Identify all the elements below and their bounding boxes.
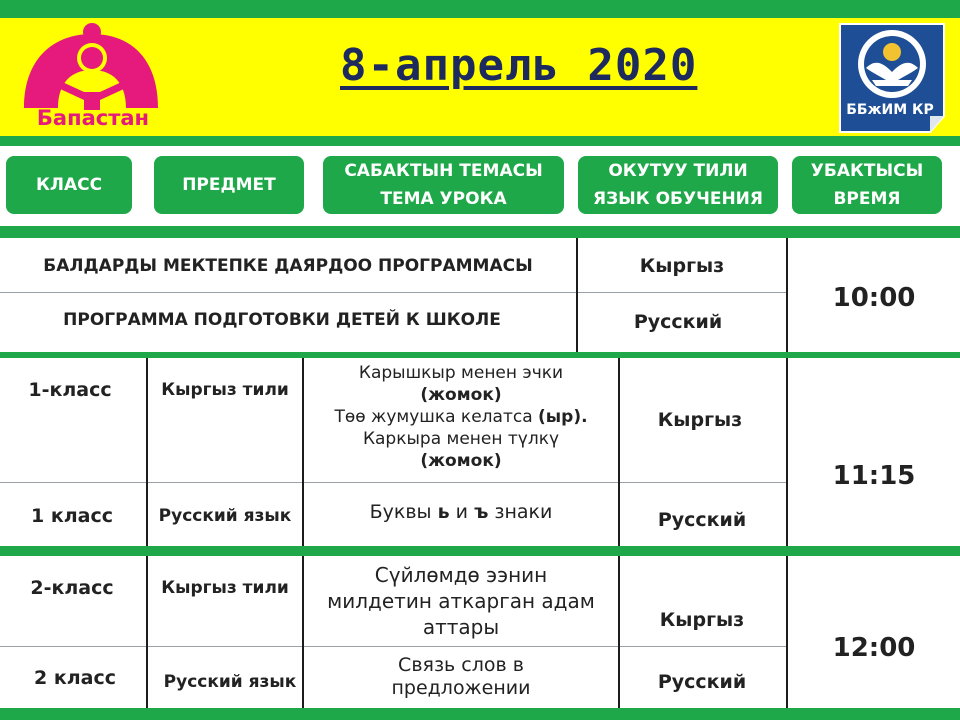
- grade1-ru-topic-part1: Буквы: [369, 501, 438, 523]
- grade1-ru-subject: Русский язык: [158, 506, 292, 526]
- grade2-ru-topic-line2: предложении: [391, 677, 531, 699]
- grade1-ru-topic-part3: знаки: [488, 501, 553, 523]
- grade1-ky-topic-line4: Каркыра менен түлкү: [362, 429, 560, 449]
- row-divider: [0, 646, 788, 647]
- row-divider: [0, 292, 788, 293]
- grade2-ru-topic-line1: Связь слов в: [398, 654, 524, 676]
- emblem-text: ББжИМ КР: [846, 102, 934, 118]
- grade1-ky-subject: Кыргыз тили: [161, 380, 289, 400]
- grade1-ru-topic-hard-sign: ъ: [474, 501, 489, 523]
- grade1-ky-topic-line3-genre: (ыр).: [538, 407, 588, 427]
- grade2-ky-class: 2-класс: [30, 577, 114, 599]
- column-header-language-ru: ЯЗЫК ОБУЧЕНИЯ: [592, 189, 763, 209]
- logo-text: Бапастан: [36, 106, 150, 130]
- column-header-language-ky: ОКУТУУ ТИЛИ: [608, 161, 748, 181]
- grade2-ky-topic-line2: милдетин аткарган адам: [327, 589, 595, 613]
- grade2-ky-topic-line3: аттары: [422, 615, 500, 639]
- grade2-ru-topic: [304, 654, 618, 706]
- preschool-lang-ky: Кыргыз: [639, 255, 725, 277]
- preschool-time: 10:00: [832, 283, 916, 313]
- grade1-ky-lang: Кыргыз: [657, 409, 743, 431]
- grade1-ky-topic-line5: (жомок): [420, 451, 502, 471]
- grade1-ky-topic-line1: Карышкыр менен эчки: [358, 363, 564, 383]
- grade1-ru-topic-soft-sign: ь: [437, 501, 450, 523]
- preschool-program-ky: БАЛДАРДЫ МЕКТЕПКЕ ДАЯРДОО ПРОГРАММАСЫ: [43, 256, 533, 276]
- column-header-topic: [323, 156, 564, 214]
- column-header-class: [6, 156, 132, 214]
- grade1-ky-topic-line2: (жомок): [420, 385, 502, 405]
- grade1-ru-lang: Русский: [657, 509, 747, 531]
- grade2-ru-lang: Русский: [657, 671, 747, 693]
- grade1-time: 11:15: [832, 461, 916, 491]
- grade2-ky-subject: Кыргыз тили: [161, 578, 289, 598]
- ministry-emblem: [838, 22, 946, 134]
- column-header-class-label: КЛАСС: [35, 175, 103, 195]
- preschool-program-ru: ПРОГРАММА ПОДГОТОВКИ ДЕТЕЙ К ШКОЛЕ: [63, 310, 501, 330]
- column-header-time-ky: УБАКТЫСЫ: [810, 161, 924, 181]
- grade2-ru-class: 2 класс: [34, 667, 116, 689]
- column-header-subject: [154, 156, 304, 214]
- preschool-lang-ru: Русский: [633, 311, 723, 333]
- grade2-ky-topic-line1: Сүйлөмдө ээнин: [374, 563, 548, 587]
- grade2-ky-topic: [304, 562, 618, 646]
- grade1-ru-topic-part2: и: [449, 501, 475, 523]
- grade1-ru-class: 1 класс: [31, 505, 113, 527]
- column-header-topic-ky: САБАКТЫН ТЕМАСЫ: [344, 161, 543, 181]
- grade1-ky-class: 1-класс: [28, 379, 112, 401]
- grade2-time: 12:00: [832, 633, 916, 663]
- column-header-language: [578, 156, 778, 214]
- grade1-ky-topic-line3-text: Төө жумушка келатса: [334, 407, 539, 427]
- grade1-ky-topic: [304, 362, 618, 482]
- grade1-ru-topic: [304, 498, 618, 528]
- page-title-date: 8-апрель 2020: [340, 40, 698, 91]
- column-header-time-ru: ВРЕМЯ: [833, 189, 901, 209]
- column-header-subject-label: ПРЕДМЕТ: [182, 175, 276, 195]
- grade2-ru-subject: Русский язык: [163, 672, 297, 692]
- column-header-topic-ru: ТЕМА УРОКА: [380, 189, 507, 209]
- bapastan-logo: [18, 22, 166, 134]
- grade2-ky-lang: Кыргыз: [659, 609, 745, 631]
- column-header-time: [792, 156, 942, 214]
- row-divider: [0, 482, 788, 483]
- grade1-ky-topic-line3: [304, 406, 618, 428]
